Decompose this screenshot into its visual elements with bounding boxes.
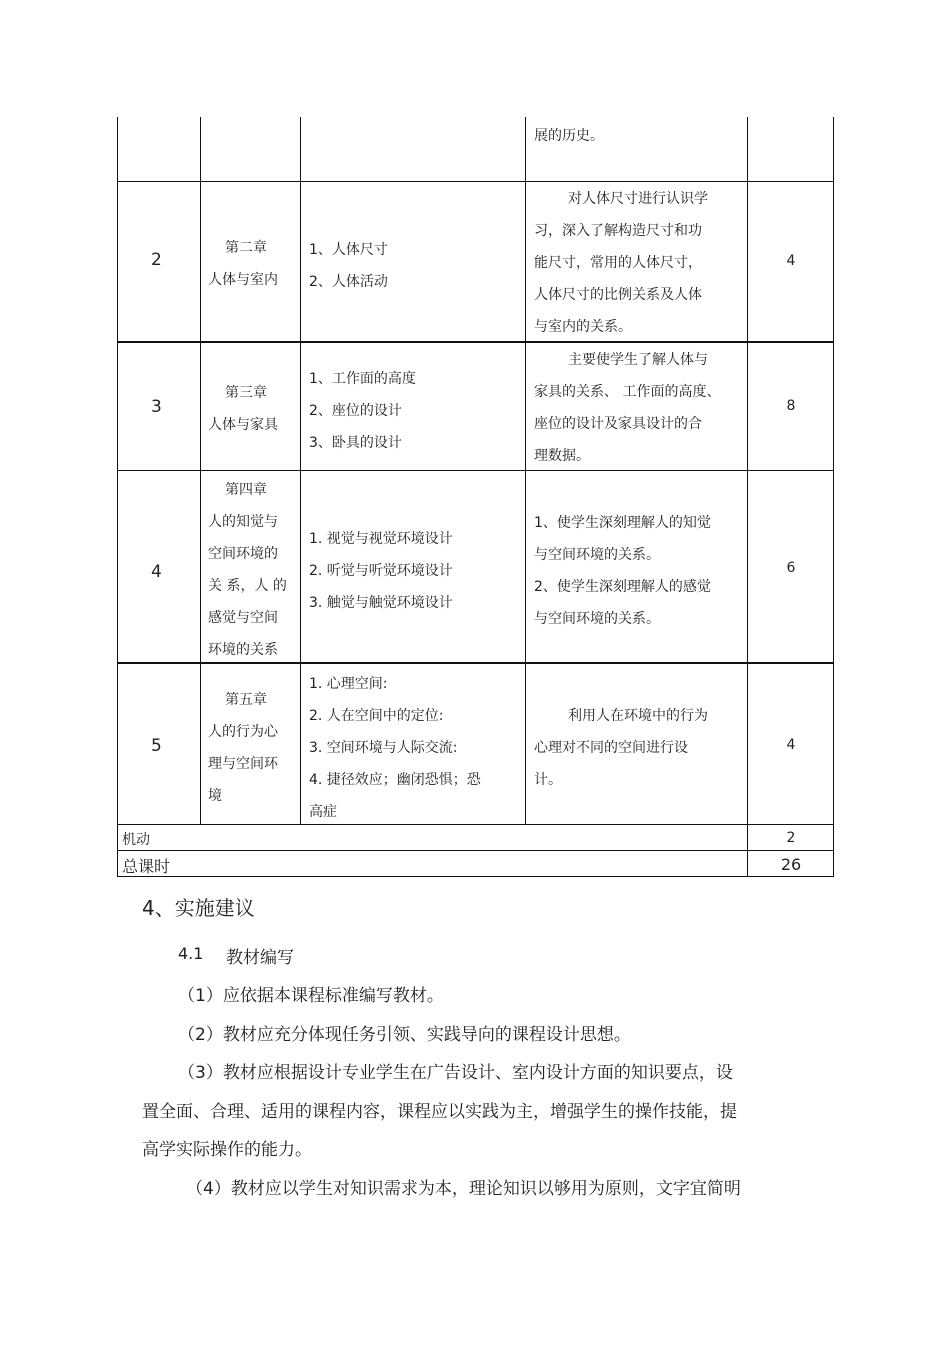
hours-value: 8 (786, 398, 796, 414)
chapter-line: 理与空间环 (208, 756, 278, 772)
chapter-line: 人的知觉与 (208, 514, 278, 530)
goal-line: 对人体尺寸进行认识学 (568, 191, 708, 207)
goal-line: 座位的设计及家具设计的合 (534, 416, 702, 432)
chapter-line: 第四章 (225, 482, 267, 498)
chapter-line: 感觉与空间 (208, 610, 278, 626)
row-number: 3 (151, 397, 162, 417)
chapter-line: 人体与室内 (208, 272, 278, 288)
chapter-line: 第二章 (225, 240, 267, 256)
content-line: 2、座位的设计 (309, 403, 402, 419)
table-border-right (833, 117, 834, 877)
hours-value: 4 (786, 253, 796, 269)
chapter-line: 第三章 (225, 385, 267, 401)
content-line: 1. 心理空间: (309, 676, 388, 692)
table-col-divider (525, 117, 526, 825)
table-row-divider (117, 181, 834, 182)
section-heading: 4、实施建议 (142, 896, 255, 920)
content-line: 3. 触觉与触觉环境设计 (309, 595, 453, 611)
paragraph-line: 置全面、合理、适用的课程内容，课程应以实践为主，增强学生的操作技能，提 (142, 1102, 737, 1122)
paragraph-line: （3）教材应根据设计专业学生在广告设计、室内设计方面的知识要点，设 (178, 1063, 733, 1083)
content-line: 3、卧具的设计 (309, 435, 402, 451)
content-line: 1、人体尺寸 (309, 242, 388, 258)
goal-line: 心理对不同的空间进行设 (534, 740, 688, 756)
row-number: 2 (151, 250, 162, 270)
hours-value: 6 (786, 560, 796, 576)
table-col-divider (300, 117, 301, 825)
chapter-line: 境 (208, 788, 222, 804)
table-border-bottom (117, 876, 834, 877)
paragraph-line: 高学实际操作的能力。 (142, 1140, 312, 1160)
table-row-divider (117, 470, 834, 471)
content-line: 1. 视觉与视觉环境设计 (309, 531, 453, 547)
content-line: 1、工作面的高度 (309, 371, 416, 387)
goal-line: 人体尺寸的比例关系及人体 (534, 287, 702, 303)
goal-line: 计。 (534, 772, 562, 788)
content-line: 2、人体活动 (309, 274, 388, 290)
goal-line: 与室内的关系。 (534, 319, 632, 335)
table-col-divider (200, 117, 201, 825)
chapter-line: 环境的关系 (208, 642, 278, 658)
content-line: 2. 人在空间中的定位: (309, 708, 444, 724)
table-col-divider (747, 117, 748, 877)
flex-label: 机动 (122, 832, 150, 848)
flex-hours: 2 (786, 830, 796, 846)
chapter-line: 人的行为心 (208, 724, 278, 740)
goal-line: 习，深入了解构造尺寸和功 (534, 223, 702, 239)
table-row-divider (117, 824, 834, 825)
hours-value: 4 (786, 737, 796, 753)
subheading-title: 教材编写 (226, 948, 294, 968)
paragraph-line: （1）应依据本课程标准编写教材。 (178, 986, 444, 1006)
chapter-line: 关 系，人 的 (208, 578, 287, 594)
goal-line: 与空间环境的关系。 (534, 547, 660, 563)
row-number: 4 (151, 562, 162, 582)
goal-line: 1、使学生深刻理解人的知觉 (534, 515, 711, 531)
content-line: 2. 听觉与听觉环境设计 (309, 563, 453, 579)
paragraph-line: （4）教材应以学生对知识需求为本，理论知识以够用为原则，文字宜简明 (186, 1179, 741, 1199)
content-line: 高症 (309, 804, 337, 820)
goal-line: 利用人在环境中的行为 (568, 708, 708, 724)
subheading-number: 4.1 (178, 944, 204, 963)
chapter-line: 空间环境的 (208, 546, 278, 562)
total-hours: 26 (780, 855, 802, 874)
content-line: 3. 空间环境与人际交流: (309, 740, 458, 756)
goal-line: 2、使学生深刻理解人的感觉 (534, 579, 711, 595)
goal-line: 展的历史。 (534, 128, 604, 144)
table-row-divider (117, 341, 834, 343)
total-label: 总课时 (122, 857, 171, 876)
goal-line: 理数据。 (534, 448, 590, 464)
table-row-divider (117, 850, 834, 851)
paragraph-line: （2）教材应充分体现任务引领、实践导向的课程设计思想。 (178, 1025, 631, 1045)
goal-line: 主要使学生了解人体与 (568, 352, 708, 368)
row-number: 5 (151, 736, 162, 756)
content-line: 4. 捷径效应；幽闭恐惧；恐 (309, 772, 481, 788)
chapter-line: 第五章 (225, 692, 267, 708)
chapter-line: 人体与家具 (208, 417, 278, 433)
goal-line: 能尺寸，常用的人体尺寸， (534, 255, 702, 271)
table-border-left (117, 117, 118, 877)
goal-line: 家具的关系、 工作面的高度、 (534, 384, 721, 400)
goal-line: 与空间环境的关系。 (534, 611, 660, 627)
